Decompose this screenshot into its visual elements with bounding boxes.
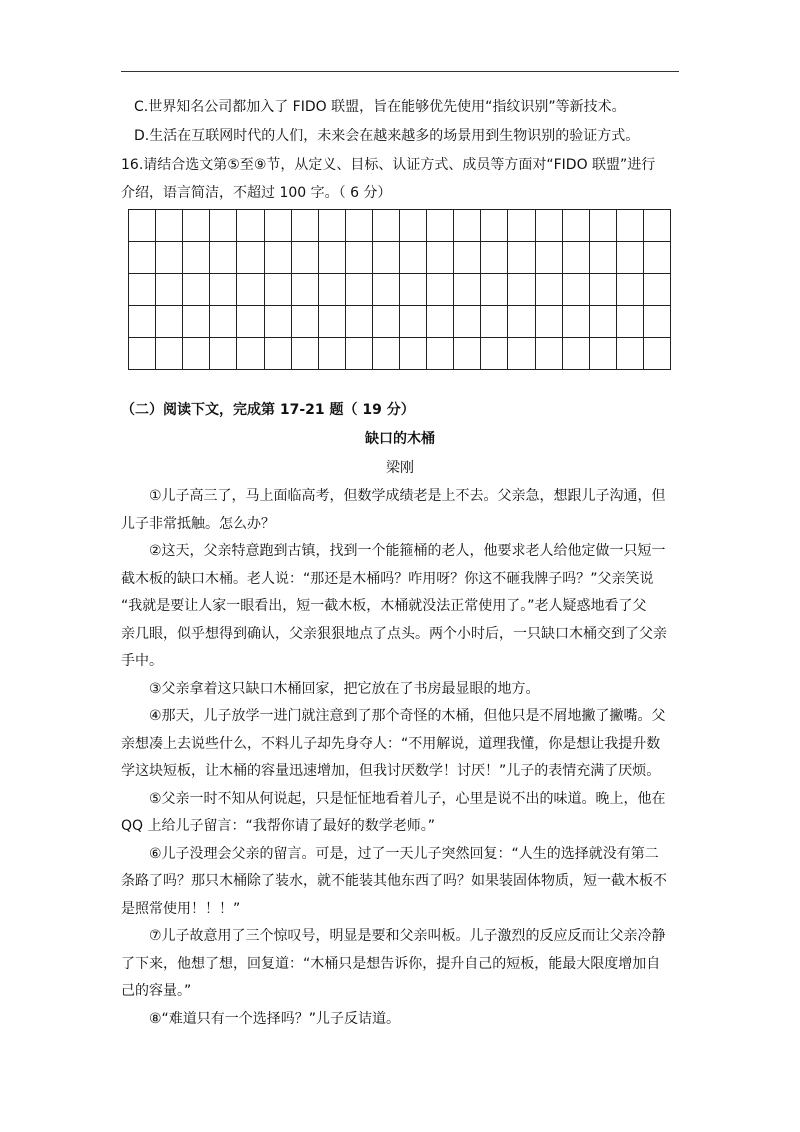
grid-cell[interactable] — [129, 338, 156, 370]
grid-cell[interactable] — [373, 210, 400, 242]
grid-cell[interactable] — [346, 338, 373, 370]
grid-cell[interactable] — [481, 242, 508, 274]
grid-cell[interactable] — [536, 274, 563, 306]
paragraph-line: ⑦儿子故意用了三个惊叹号，明显是要和父亲叫板。儿子激烈的反应反而让父亲冷静 — [149, 928, 666, 944]
grid-cell[interactable] — [319, 274, 346, 306]
grid-cell[interactable] — [427, 338, 454, 370]
grid-cell[interactable] — [563, 274, 590, 306]
grid-cell[interactable] — [346, 242, 373, 274]
paragraph — [121, 703, 681, 786]
paragraph — [121, 923, 681, 1006]
paragraph-line: ④那天，儿子放学一进门就注意到了那个奇怪的木桶，但他只是不屑地撇了撇嘴。父 — [149, 708, 666, 724]
paragraph — [121, 786, 681, 841]
grid-cell[interactable] — [536, 306, 563, 338]
paragraph — [121, 538, 681, 676]
grid-cell[interactable] — [590, 338, 617, 370]
paragraph — [121, 1006, 681, 1034]
grid-cell[interactable] — [183, 274, 210, 306]
paragraph-line: ①儿子高三了，马上面临高考，但数学成绩老是上不去。父亲急，想跟儿子沟通，但 — [149, 488, 666, 504]
grid-cell[interactable] — [319, 306, 346, 338]
grid-cell[interactable] — [508, 306, 535, 338]
paragraph-line: ③父亲拿着这只缺口木桶回家，把它放在了书房最显眼的地方。 — [149, 680, 540, 697]
grid-cell[interactable] — [454, 274, 481, 306]
grid-cell[interactable] — [156, 274, 183, 306]
grid-cell[interactable] — [536, 210, 563, 242]
grid-cell[interactable] — [481, 210, 508, 242]
grid-cell[interactable] — [292, 210, 319, 242]
grid-cell[interactable] — [617, 274, 644, 306]
grid-cell[interactable] — [265, 210, 292, 242]
grid-cell[interactable] — [346, 274, 373, 306]
grid-cell[interactable] — [508, 242, 535, 274]
question-16-line-2: 介绍，语言简洁，不超过 100 字。（ 6 分） — [121, 185, 392, 201]
grid-cell[interactable] — [427, 306, 454, 338]
paragraph-line: ②这天，父亲特意跑到古镇，找到一个能箍桶的老人，他要求老人给他定做一只短一 — [149, 543, 666, 559]
grid-cell[interactable] — [373, 338, 400, 370]
paragraph-line: 截木板的缺口木桶。老人说：“那还是木桶吗？咋用呀？你这不砸我牌子吗？”父亲笑说 — [121, 570, 654, 587]
grid-cell[interactable] — [644, 306, 671, 338]
grid-cell[interactable] — [265, 242, 292, 274]
grid-cell[interactable] — [508, 210, 535, 242]
grid-cell[interactable] — [617, 338, 644, 370]
grid-cell[interactable] — [536, 242, 563, 274]
grid-cell[interactable] — [292, 242, 319, 274]
grid-cell[interactable] — [183, 306, 210, 338]
grid-cell[interactable] — [563, 210, 590, 242]
grid-cell[interactable] — [536, 338, 563, 370]
article-author: 梁刚 — [386, 460, 414, 476]
grid-cell[interactable] — [292, 274, 319, 306]
option-d: D.生活在互联网时代的人们，未来会在越来越多的场景用到生物识别的验证方式。 — [134, 128, 640, 144]
paragraph-line: ⑥儿子没理会父亲的留言。可是，过了一天儿子突然回复：“人生的选择就没有第二 — [149, 845, 659, 862]
grid-cell[interactable] — [319, 338, 346, 370]
grid-cell[interactable] — [210, 306, 237, 338]
grid-cell[interactable] — [617, 242, 644, 274]
grid-cell[interactable] — [237, 210, 264, 242]
grid-cell[interactable] — [427, 210, 454, 242]
paragraph-line: 了下来，他想了想，回复道：“木桶只是想告诉你，提升自己的短板，能最大限度增加自 — [121, 955, 661, 972]
option-c: C.世界知名公司都加入了 FIDO 联盟，旨在能够优先使用“指纹识别”等新技术。 — [134, 99, 626, 115]
grid-cell[interactable] — [400, 274, 427, 306]
grid-cell[interactable] — [454, 306, 481, 338]
grid-cell[interactable] — [265, 306, 292, 338]
header-rule — [121, 71, 679, 72]
paragraph-line: 亲想凑上去说些什么，不料儿子却先身夺人：“不用解说，道理我懂，你是想让我提升数 — [121, 735, 661, 752]
grid-cell[interactable] — [183, 338, 210, 370]
grid-cell[interactable] — [481, 306, 508, 338]
article-body — [121, 483, 681, 1033]
grid-cell[interactable] — [644, 274, 671, 306]
grid-cell[interactable] — [156, 306, 183, 338]
grid-cell[interactable] — [481, 338, 508, 370]
grid-cell[interactable] — [129, 306, 156, 338]
grid-cell[interactable] — [183, 210, 210, 242]
grid-cell[interactable] — [563, 306, 590, 338]
grid-cell[interactable] — [454, 210, 481, 242]
grid-cell[interactable] — [237, 306, 264, 338]
grid-cell[interactable] — [644, 242, 671, 274]
grid-cell[interactable] — [508, 338, 535, 370]
grid-cell[interactable] — [210, 338, 237, 370]
grid-cell[interactable] — [373, 274, 400, 306]
grid-cell[interactable] — [129, 210, 156, 242]
paragraph-line: 亲几眼，似乎想得到确认，父亲狠狠地点了点头。两个小时后，一只缺口木桶交到了父亲 — [121, 625, 667, 642]
paragraph-line: 己的容量。” — [121, 983, 192, 999]
paragraph-line: 手中。 — [121, 653, 163, 669]
paragraph — [121, 676, 681, 704]
paragraph — [121, 841, 681, 924]
grid-cell[interactable] — [237, 274, 264, 306]
grid-cell[interactable] — [156, 210, 183, 242]
grid-cell[interactable] — [400, 338, 427, 370]
grid-cell[interactable] — [373, 306, 400, 338]
grid-cell[interactable] — [590, 210, 617, 242]
grid-cell[interactable] — [644, 210, 671, 242]
grid-cell[interactable] — [373, 242, 400, 274]
grid-cell[interactable] — [617, 210, 644, 242]
paragraph-line: QQ 上给儿子留言：“我帮你请了最好的数学老师。” — [121, 818, 435, 834]
grid-cell[interactable] — [265, 338, 292, 370]
grid-cell[interactable] — [156, 242, 183, 274]
grid-cell[interactable] — [400, 210, 427, 242]
grid-cell[interactable] — [265, 274, 292, 306]
grid-cell[interactable] — [644, 338, 671, 370]
grid-cell[interactable] — [454, 338, 481, 370]
grid-cell[interactable] — [454, 242, 481, 274]
grid-cell[interactable] — [129, 242, 156, 274]
paragraph-line: 儿子非常抵触。怎么办？ — [121, 515, 275, 532]
grid-cell[interactable] — [590, 242, 617, 274]
grid-cell[interactable] — [427, 242, 454, 274]
section-heading: （二）阅读下文，完成第 17-21 题（ 19 分） — [121, 402, 415, 418]
question-16-line-1: 16.请结合选文第⑤至⑨节，从定义、目标、认证方式、成员等方面对“FIDO 联盟”进行 — [121, 157, 656, 173]
grid-cell[interactable] — [346, 306, 373, 338]
paragraph-line: 是照常使用！！！” — [121, 900, 241, 917]
grid-cell[interactable] — [292, 338, 319, 370]
grid-cell[interactable] — [237, 242, 264, 274]
grid-cell[interactable] — [590, 306, 617, 338]
grid-cell[interactable] — [617, 306, 644, 338]
grid-cell[interactable] — [210, 210, 237, 242]
paragraph — [121, 483, 681, 538]
grid-cell[interactable] — [237, 338, 264, 370]
paragraph-line: ⑧“难道只有一个选择吗？”儿子反诘道。 — [149, 1010, 401, 1027]
paragraph-line: 学这块短板，让木桶的容量迅速增加，但我讨厌数学！讨厌！”儿子的表情充满了厌烦。 — [121, 763, 661, 779]
paragraph-line: 条路了吗？那只木桶除了装水，就不能装其他东西了吗？如果装固体物质，短一截木板不 — [121, 873, 667, 889]
answer-grid[interactable] — [128, 209, 671, 370]
grid-cell[interactable] — [400, 306, 427, 338]
grid-cell[interactable] — [400, 242, 427, 274]
grid-cell[interactable] — [210, 274, 237, 306]
article-title: 缺口的木桶 — [365, 431, 435, 447]
grid-cell[interactable] — [427, 274, 454, 306]
grid-cell[interactable] — [319, 242, 346, 274]
grid-cell[interactable] — [292, 306, 319, 338]
grid-cell[interactable] — [319, 210, 346, 242]
grid-cell[interactable] — [129, 274, 156, 306]
grid-cell[interactable] — [563, 338, 590, 370]
grid-cell[interactable] — [183, 242, 210, 274]
paragraph-line: ⑤父亲一时不知从何说起，只是怔怔地看着儿子，心里是说不出的味道。晚上，他在 — [149, 790, 666, 807]
grid-cell[interactable] — [156, 338, 183, 370]
grid-cell[interactable] — [346, 210, 373, 242]
grid-cell[interactable] — [563, 242, 590, 274]
grid-cell[interactable] — [508, 274, 535, 306]
grid-cell[interactable] — [210, 242, 237, 274]
grid-cell[interactable] — [481, 274, 508, 306]
grid-cell[interactable] — [590, 274, 617, 306]
paragraph-line: “我就是要让人家一眼看出，短一截木板，木桶就没法正常使用了。”老人疑惑地看了父 — [121, 598, 647, 614]
